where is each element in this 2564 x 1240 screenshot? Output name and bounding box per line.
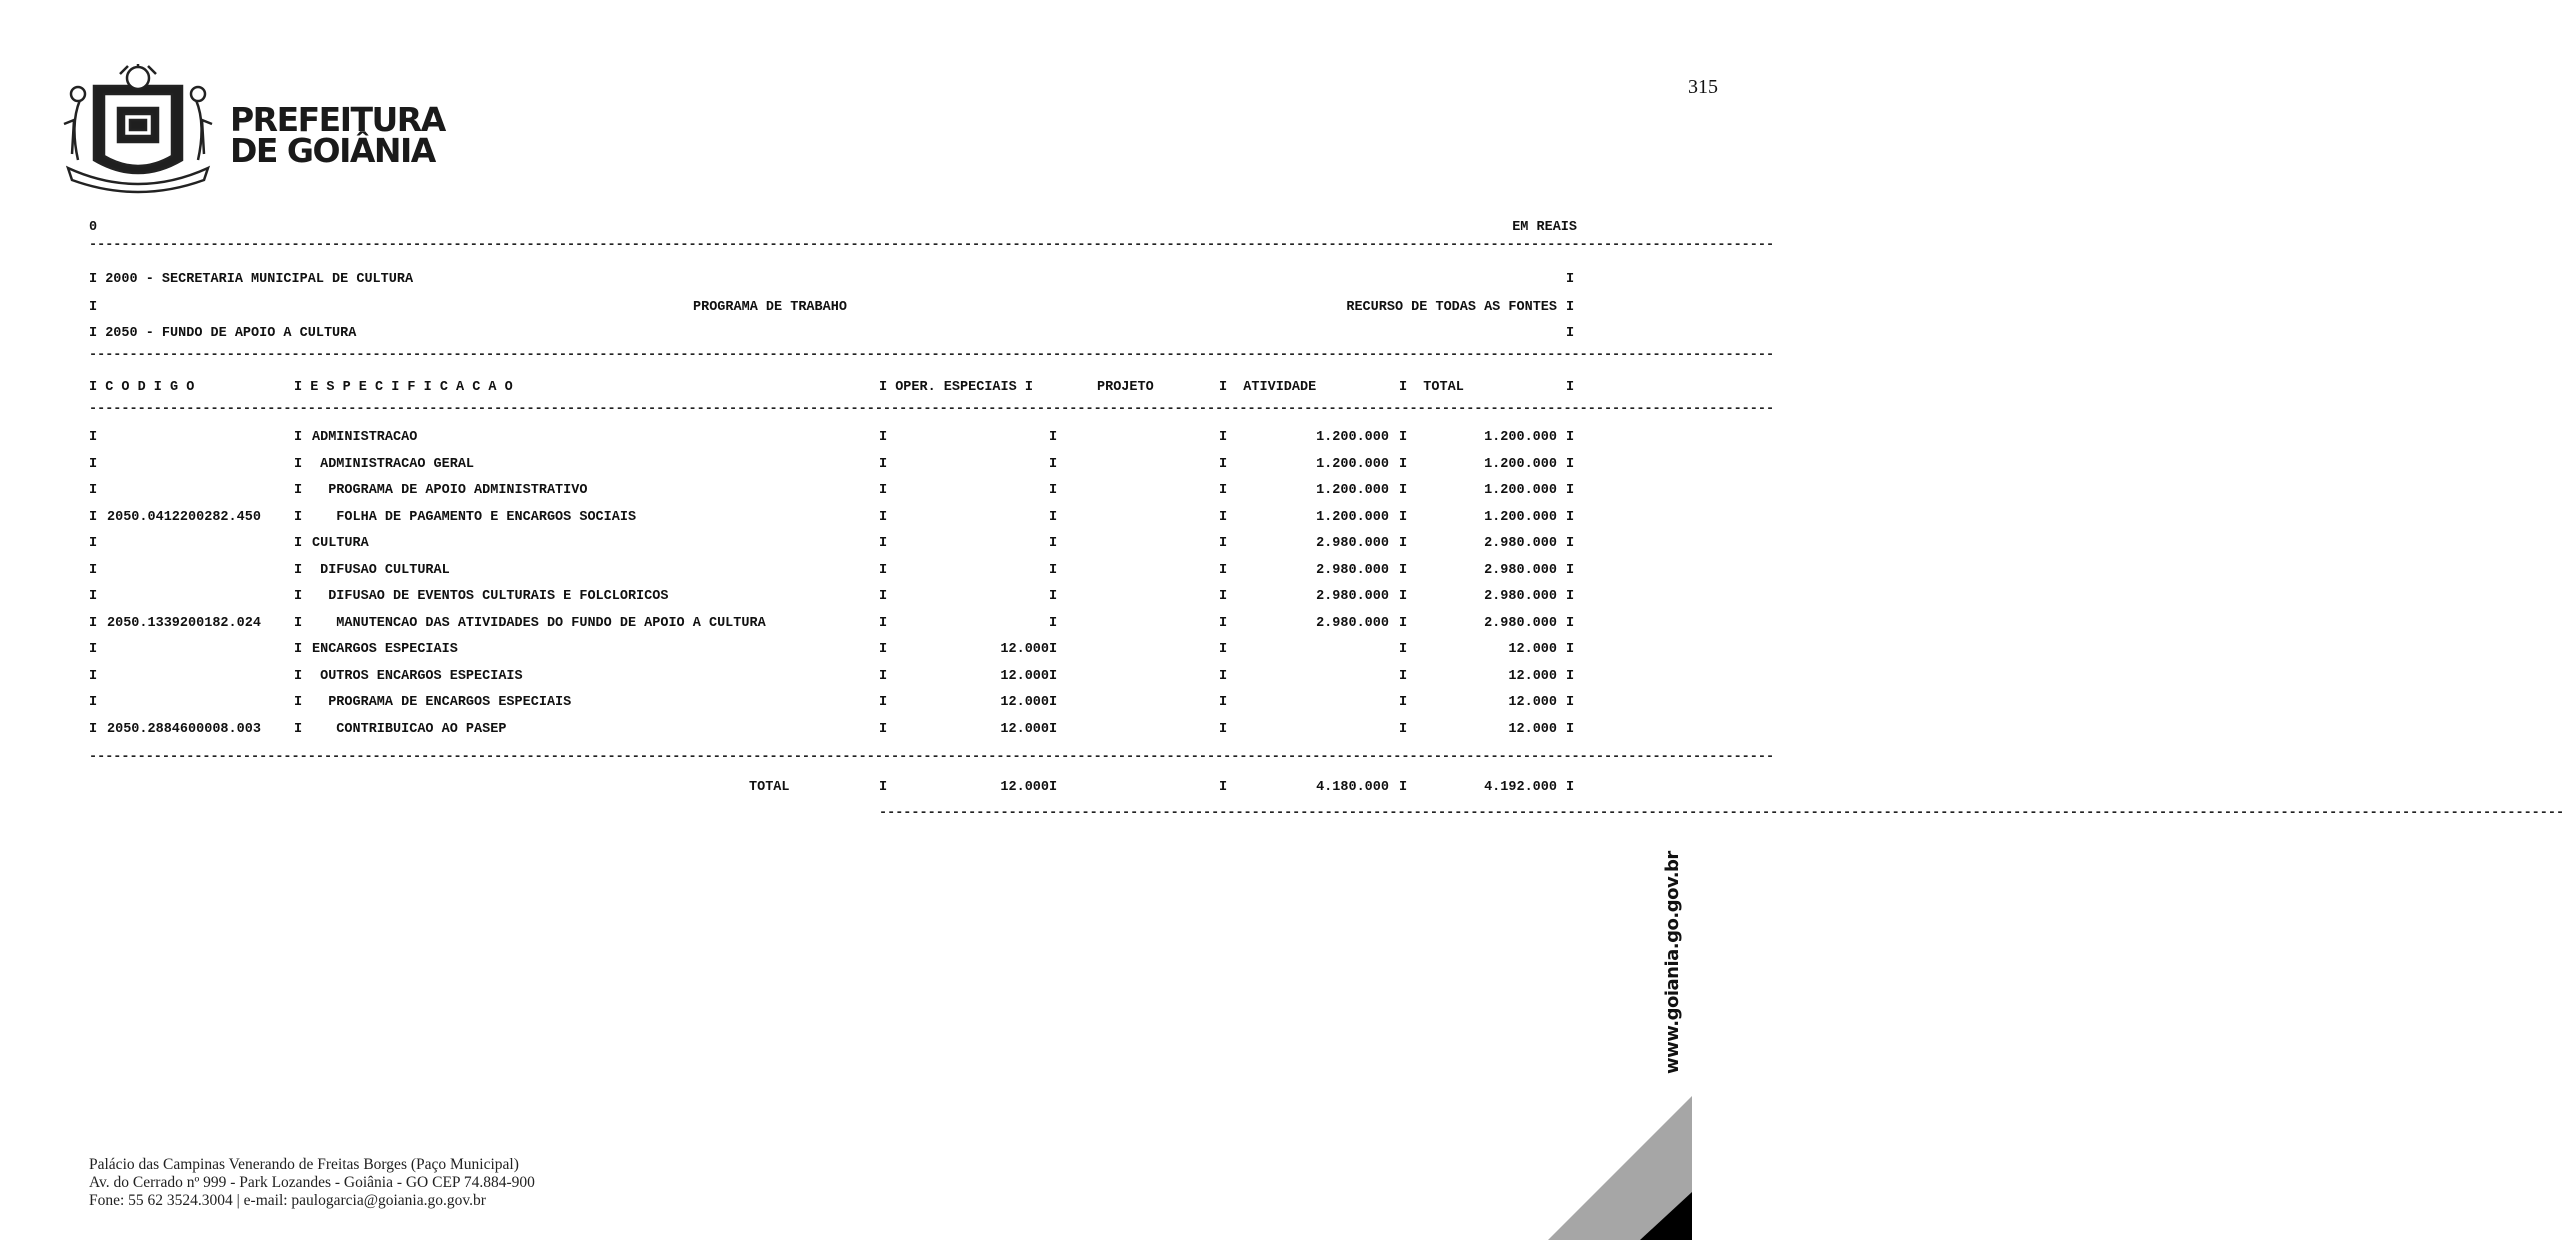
column-separator: I [1049, 642, 1058, 657]
total-oper: 12.000 [1000, 780, 1049, 795]
column-separator: I [294, 430, 303, 445]
border-marker: I [1566, 536, 1575, 551]
row-atividade: 2.980.000 [1316, 562, 1389, 578]
row-atividade: 1.200.000 [1316, 509, 1389, 525]
border-marker: I [1566, 589, 1575, 604]
border-marker: I [1566, 615, 1575, 631]
column-separator: I [1219, 483, 1228, 498]
column-separator: I [89, 562, 98, 578]
border-marker: I [1566, 695, 1575, 710]
column-separator: I [89, 721, 98, 737]
header-total: I TOTAL [1399, 380, 1464, 395]
column-separator: I [1049, 483, 1058, 498]
row-total: 2.980.000 [1484, 615, 1557, 631]
column-separator: I [1219, 430, 1228, 445]
column-separator: I [879, 509, 888, 525]
row-atividade: 2.980.000 [1316, 536, 1389, 551]
column-separator: I [1399, 780, 1408, 795]
footer-address [89, 1156, 535, 1210]
column-separator: I [1399, 509, 1408, 525]
header-atividade: I ATIVIDADE [1219, 380, 1317, 395]
divider: ---------------------------------------------------------------------------------------------------------------------------------------------------------------------------------------------------------------- [879, 806, 2564, 821]
column-separator: I [1049, 721, 1058, 737]
column-separator: I [1049, 430, 1058, 445]
column-separator: I [1399, 615, 1408, 631]
footer-line-1: Palácio das Campinas Venerando de Freitas Borges (Paço Municipal) [89, 1156, 519, 1173]
column-separator: I [89, 483, 98, 498]
header-especificacao: I E S P E C I F I C A C A O [294, 380, 513, 395]
column-separator: I [1049, 668, 1058, 684]
border-marker: I [1566, 642, 1575, 657]
column-separator: I [879, 695, 888, 710]
row-atividade: 1.200.000 [1316, 483, 1389, 498]
column-separator: I [1399, 456, 1408, 472]
border-marker: I [1566, 668, 1575, 684]
column-separator: I [1399, 721, 1408, 737]
row-atividade: 1.200.000 [1316, 456, 1389, 472]
row-total: 2.980.000 [1484, 562, 1557, 578]
column-separator: I [294, 615, 303, 631]
border-marker: I [89, 300, 98, 315]
column-separator: I [89, 509, 98, 525]
row-total: 1.200.000 [1484, 430, 1557, 445]
column-separator: I [879, 721, 888, 737]
column-separator: I [1049, 695, 1058, 710]
column-separator: I [1219, 721, 1228, 737]
page-number: 315 [1688, 76, 1718, 98]
column-separator: I [89, 536, 98, 551]
column-separator: I [1399, 695, 1408, 710]
divider: ---------------------------------------------------------------------------------------------------------------------------------------------------------------------------------------------------------------- [89, 238, 1775, 253]
column-separator: I [89, 430, 98, 445]
column-separator: I [294, 562, 303, 578]
row-description: DIFUSAO DE EVENTOS CULTURAIS E FOLCLORICOS [312, 589, 669, 604]
column-separator: I [1219, 509, 1228, 525]
divider: ---------------------------------------------------------------------------------------------------------------------------------------------------------------------------------------------------------------- [89, 750, 1775, 765]
column-separator: I [879, 780, 888, 795]
column-separator: I [1049, 589, 1058, 604]
border-marker: I [1566, 326, 1575, 341]
column-separator: I [1049, 562, 1058, 578]
row-description: CULTURA [312, 536, 369, 551]
column-separator: I [89, 668, 98, 684]
row-description: ADMINISTRACAO [312, 430, 418, 445]
border-marker: I [1566, 509, 1575, 525]
row-total: 1.200.000 [1484, 483, 1557, 498]
divider: ---------------------------------------------------------------------------------------------------------------------------------------------------------------------------------------------------------------- [89, 402, 1775, 417]
column-separator: I [1399, 536, 1408, 551]
column-separator: I [294, 721, 303, 737]
row-description: ADMINISTRACAO GERAL [312, 456, 475, 472]
row-code: 2050.1339200182.024 [107, 615, 261, 631]
column-separator: I [294, 642, 303, 657]
column-separator: I [294, 483, 303, 498]
row-description: FOLHA DE PAGAMENTO E ENCARGOS SOCIAIS [312, 509, 637, 525]
column-separator: I [879, 456, 888, 472]
column-separator: I [1399, 562, 1408, 578]
border-marker: I [1566, 780, 1575, 795]
divider: ---------------------------------------------------------------------------------------------------------------------------------------------------------------------------------------------------------------- [89, 348, 1775, 363]
border-marker: I [1566, 272, 1575, 287]
column-separator: I [1219, 695, 1228, 710]
column-separator: I [1049, 780, 1058, 795]
footer-line-3: Fone: 55 62 3524.3004 | e-mail: paulogarcia@goiania.go.gov.br [89, 1192, 486, 1209]
row-oper-especiais: 12.000 [1000, 642, 1049, 657]
row-total: 12.000 [1508, 668, 1557, 684]
header-codigo: I C O D I G O [89, 380, 195, 395]
row-code: 2050.0412200282.450 [107, 509, 261, 525]
row-total: 12.000 [1508, 695, 1557, 710]
border-marker: I [1566, 562, 1575, 578]
row-description: OUTROS ENCARGOS ESPECIAIS [312, 668, 523, 684]
footer-line-2: Av. do Cerrado nº 999 - Park Lozandes - Goiânia - GO CEP 74.884-900 [89, 1174, 535, 1191]
row-description: PROGRAMA DE APOIO ADMINISTRATIVO [312, 483, 588, 498]
column-separator: I [1219, 780, 1228, 795]
column-separator: I [294, 536, 303, 551]
brand-line-2: DE GOIÂNIA [230, 131, 435, 170]
column-separator: I [879, 430, 888, 445]
total-total: 4.192.000 [1484, 780, 1557, 795]
column-separator: I [879, 642, 888, 657]
column-separator: I [1219, 642, 1228, 657]
row-total: 12.000 [1508, 642, 1557, 657]
column-separator: I [1399, 642, 1408, 657]
border-marker: I [1566, 483, 1575, 498]
column-separator: I [879, 589, 888, 604]
row-total: 2.980.000 [1484, 536, 1557, 551]
corner-triangle-decoration [1548, 1096, 1692, 1240]
row-total: 2.980.000 [1484, 589, 1557, 604]
website-url: www.goiania.go.gov.br [1662, 851, 1683, 1074]
border-marker: I [1566, 430, 1575, 445]
header-projeto: PROJETO [1097, 380, 1154, 395]
column-separator: I [89, 695, 98, 710]
row-description: DIFUSAO CULTURAL [312, 562, 450, 578]
header-oper-especiais: I OPER. ESPECIAIS I [879, 380, 1033, 395]
column-separator: I [879, 562, 888, 578]
column-separator: I [1049, 615, 1058, 631]
border-marker: I [1566, 721, 1575, 737]
column-separator: I [1219, 668, 1228, 684]
row-description: PROGRAMA DE ENCARGOS ESPECIAIS [312, 695, 572, 710]
total-atividade: 4.180.000 [1316, 780, 1389, 795]
currency-label: EM REAIS [1512, 220, 1577, 235]
row-total: 1.200.000 [1484, 456, 1557, 472]
border-marker: I [1566, 300, 1575, 315]
column-separator: I [294, 509, 303, 525]
column-separator: I [1219, 562, 1228, 578]
column-separator: I [1399, 668, 1408, 684]
column-separator: I [1219, 536, 1228, 551]
row-atividade: 2.980.000 [1316, 589, 1389, 604]
column-separator: I [1399, 589, 1408, 604]
total-label: TOTAL [749, 780, 790, 795]
column-separator: I [294, 589, 303, 604]
column-separator: I [1399, 483, 1408, 498]
column-separator: I [89, 456, 98, 472]
row-description: MANUTENCAO DAS ATIVIDADES DO FUNDO DE APOIO A CULTURA [312, 615, 766, 631]
row-description: ENCARGOS ESPECIAIS [312, 642, 458, 657]
fund-name: I 2050 - FUNDO DE APOIO A CULTURA [89, 326, 357, 341]
column-separator: I [1219, 589, 1228, 604]
column-separator: I [1049, 456, 1058, 472]
row-oper-especiais: 12.000 [1000, 721, 1049, 737]
row-atividade: 1.200.000 [1316, 430, 1389, 445]
column-separator: I [879, 668, 888, 684]
column-separator: I [879, 483, 888, 498]
column-separator: I [294, 456, 303, 472]
border-marker: I [1566, 380, 1575, 395]
row-oper-especiais: 12.000 [1000, 695, 1049, 710]
row-atividade: 2.980.000 [1316, 615, 1389, 631]
program-label: PROGRAMA DE TRABAHO [693, 300, 847, 315]
resource-label: RECURSO DE TODAS AS FONTES [1346, 300, 1557, 315]
row-description: CONTRIBUICAO AO PASEP [312, 721, 507, 737]
column-separator: I [1049, 536, 1058, 551]
column-separator: I [89, 615, 98, 631]
row-oper-especiais: 12.000 [1000, 668, 1049, 684]
column-separator: I [879, 615, 888, 631]
column-separator: I [1219, 456, 1228, 472]
column-separator: I [1219, 615, 1228, 631]
row-total: 12.000 [1508, 721, 1557, 737]
prefeitura-coat-of-arms-logo [58, 64, 218, 196]
row-code: 2050.2884600008.003 [107, 721, 261, 737]
column-separator: I [879, 536, 888, 551]
brand-line-1: PREFEITURA [230, 100, 445, 139]
border-marker: I [1566, 456, 1575, 472]
column-separator: I [89, 642, 98, 657]
column-separator: I [294, 668, 303, 684]
top-left-marker: 0 [89, 220, 98, 235]
total-row [89, 780, 1575, 972]
column-separator: I [89, 589, 98, 604]
column-separator: I [294, 695, 303, 710]
row-total: 1.200.000 [1484, 509, 1557, 525]
org-name: I 2000 - SECRETARIA MUNICIPAL DE CULTURA [89, 272, 414, 287]
column-separator: I [1399, 430, 1408, 445]
brand-wordmark [230, 100, 445, 170]
column-separator: I [1049, 509, 1058, 525]
